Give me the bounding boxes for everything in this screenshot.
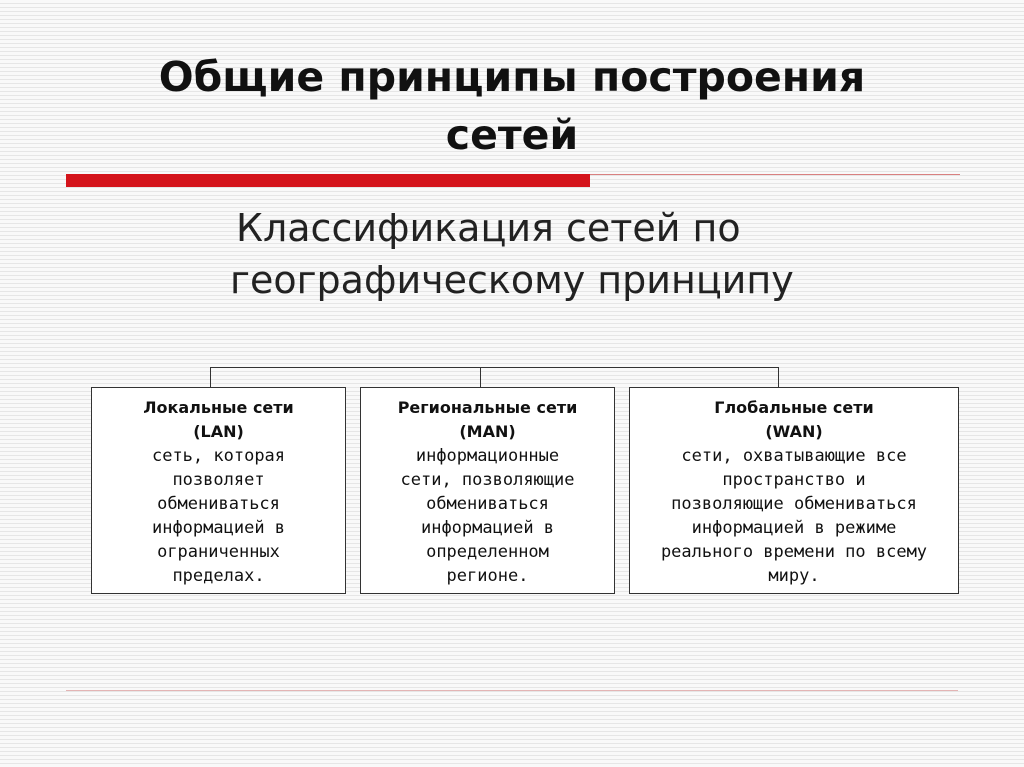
slide-subtitle-line-2: географическому принципу bbox=[230, 258, 794, 302]
slide-subtitle bbox=[230, 202, 956, 306]
box-abbreviation: (WAN) bbox=[765, 422, 823, 441]
box-title: Региональные сети bbox=[397, 398, 578, 417]
slide-title bbox=[60, 48, 964, 164]
title-accent-bar bbox=[66, 174, 590, 187]
slide-title-line-2: сетей bbox=[445, 111, 579, 159]
connector-drop-lan bbox=[210, 367, 211, 387]
box-text-line: сеть, которая bbox=[151, 446, 286, 466]
diagram-box-lan bbox=[91, 387, 346, 594]
box-text-line: пространство и bbox=[722, 470, 866, 490]
box-abbreviation: (LAN) bbox=[193, 422, 244, 441]
box-text-line: обмениваться bbox=[157, 494, 280, 514]
box-text-line: регионе. bbox=[446, 566, 529, 586]
box-text-line: определенном bbox=[426, 542, 549, 562]
box-text-line: сети, позволяющие bbox=[400, 470, 575, 490]
box-title: Глобальные сети bbox=[714, 398, 874, 417]
box-abbreviation: (MAN) bbox=[459, 422, 516, 441]
box-text-line: информацией в bbox=[151, 518, 286, 538]
box-text-line: информацией в режиме bbox=[691, 518, 897, 538]
box-text-line: ограниченных bbox=[157, 542, 280, 562]
box-text-line: сети, охватывающие все bbox=[681, 446, 907, 466]
connector-horizontal bbox=[210, 367, 779, 368]
box-text-line: пределах. bbox=[172, 566, 265, 586]
slide-title-line-1: Общие принципы построения bbox=[158, 53, 866, 101]
diagram-box-wan bbox=[629, 387, 959, 594]
box-text-line: информационные bbox=[415, 446, 560, 466]
box-title: Локальные сети bbox=[143, 398, 294, 417]
box-text-line: информацией в bbox=[420, 518, 555, 538]
box-text-line: обмениваться bbox=[426, 494, 549, 514]
title-divider-line bbox=[590, 174, 960, 175]
connector-drop-wan bbox=[778, 367, 779, 387]
connector-drop-man bbox=[480, 367, 481, 387]
box-text-line: позволяет bbox=[172, 470, 265, 490]
diagram-box-man bbox=[360, 387, 615, 594]
box-text-line: миру. bbox=[768, 566, 820, 586]
box-text-line: позволяющие обмениваться bbox=[671, 494, 917, 514]
footer-divider-line bbox=[66, 690, 958, 691]
box-text-line: реального времени по всему bbox=[660, 542, 928, 562]
slide-subtitle-line-1: Классификация сетей по bbox=[236, 206, 741, 250]
